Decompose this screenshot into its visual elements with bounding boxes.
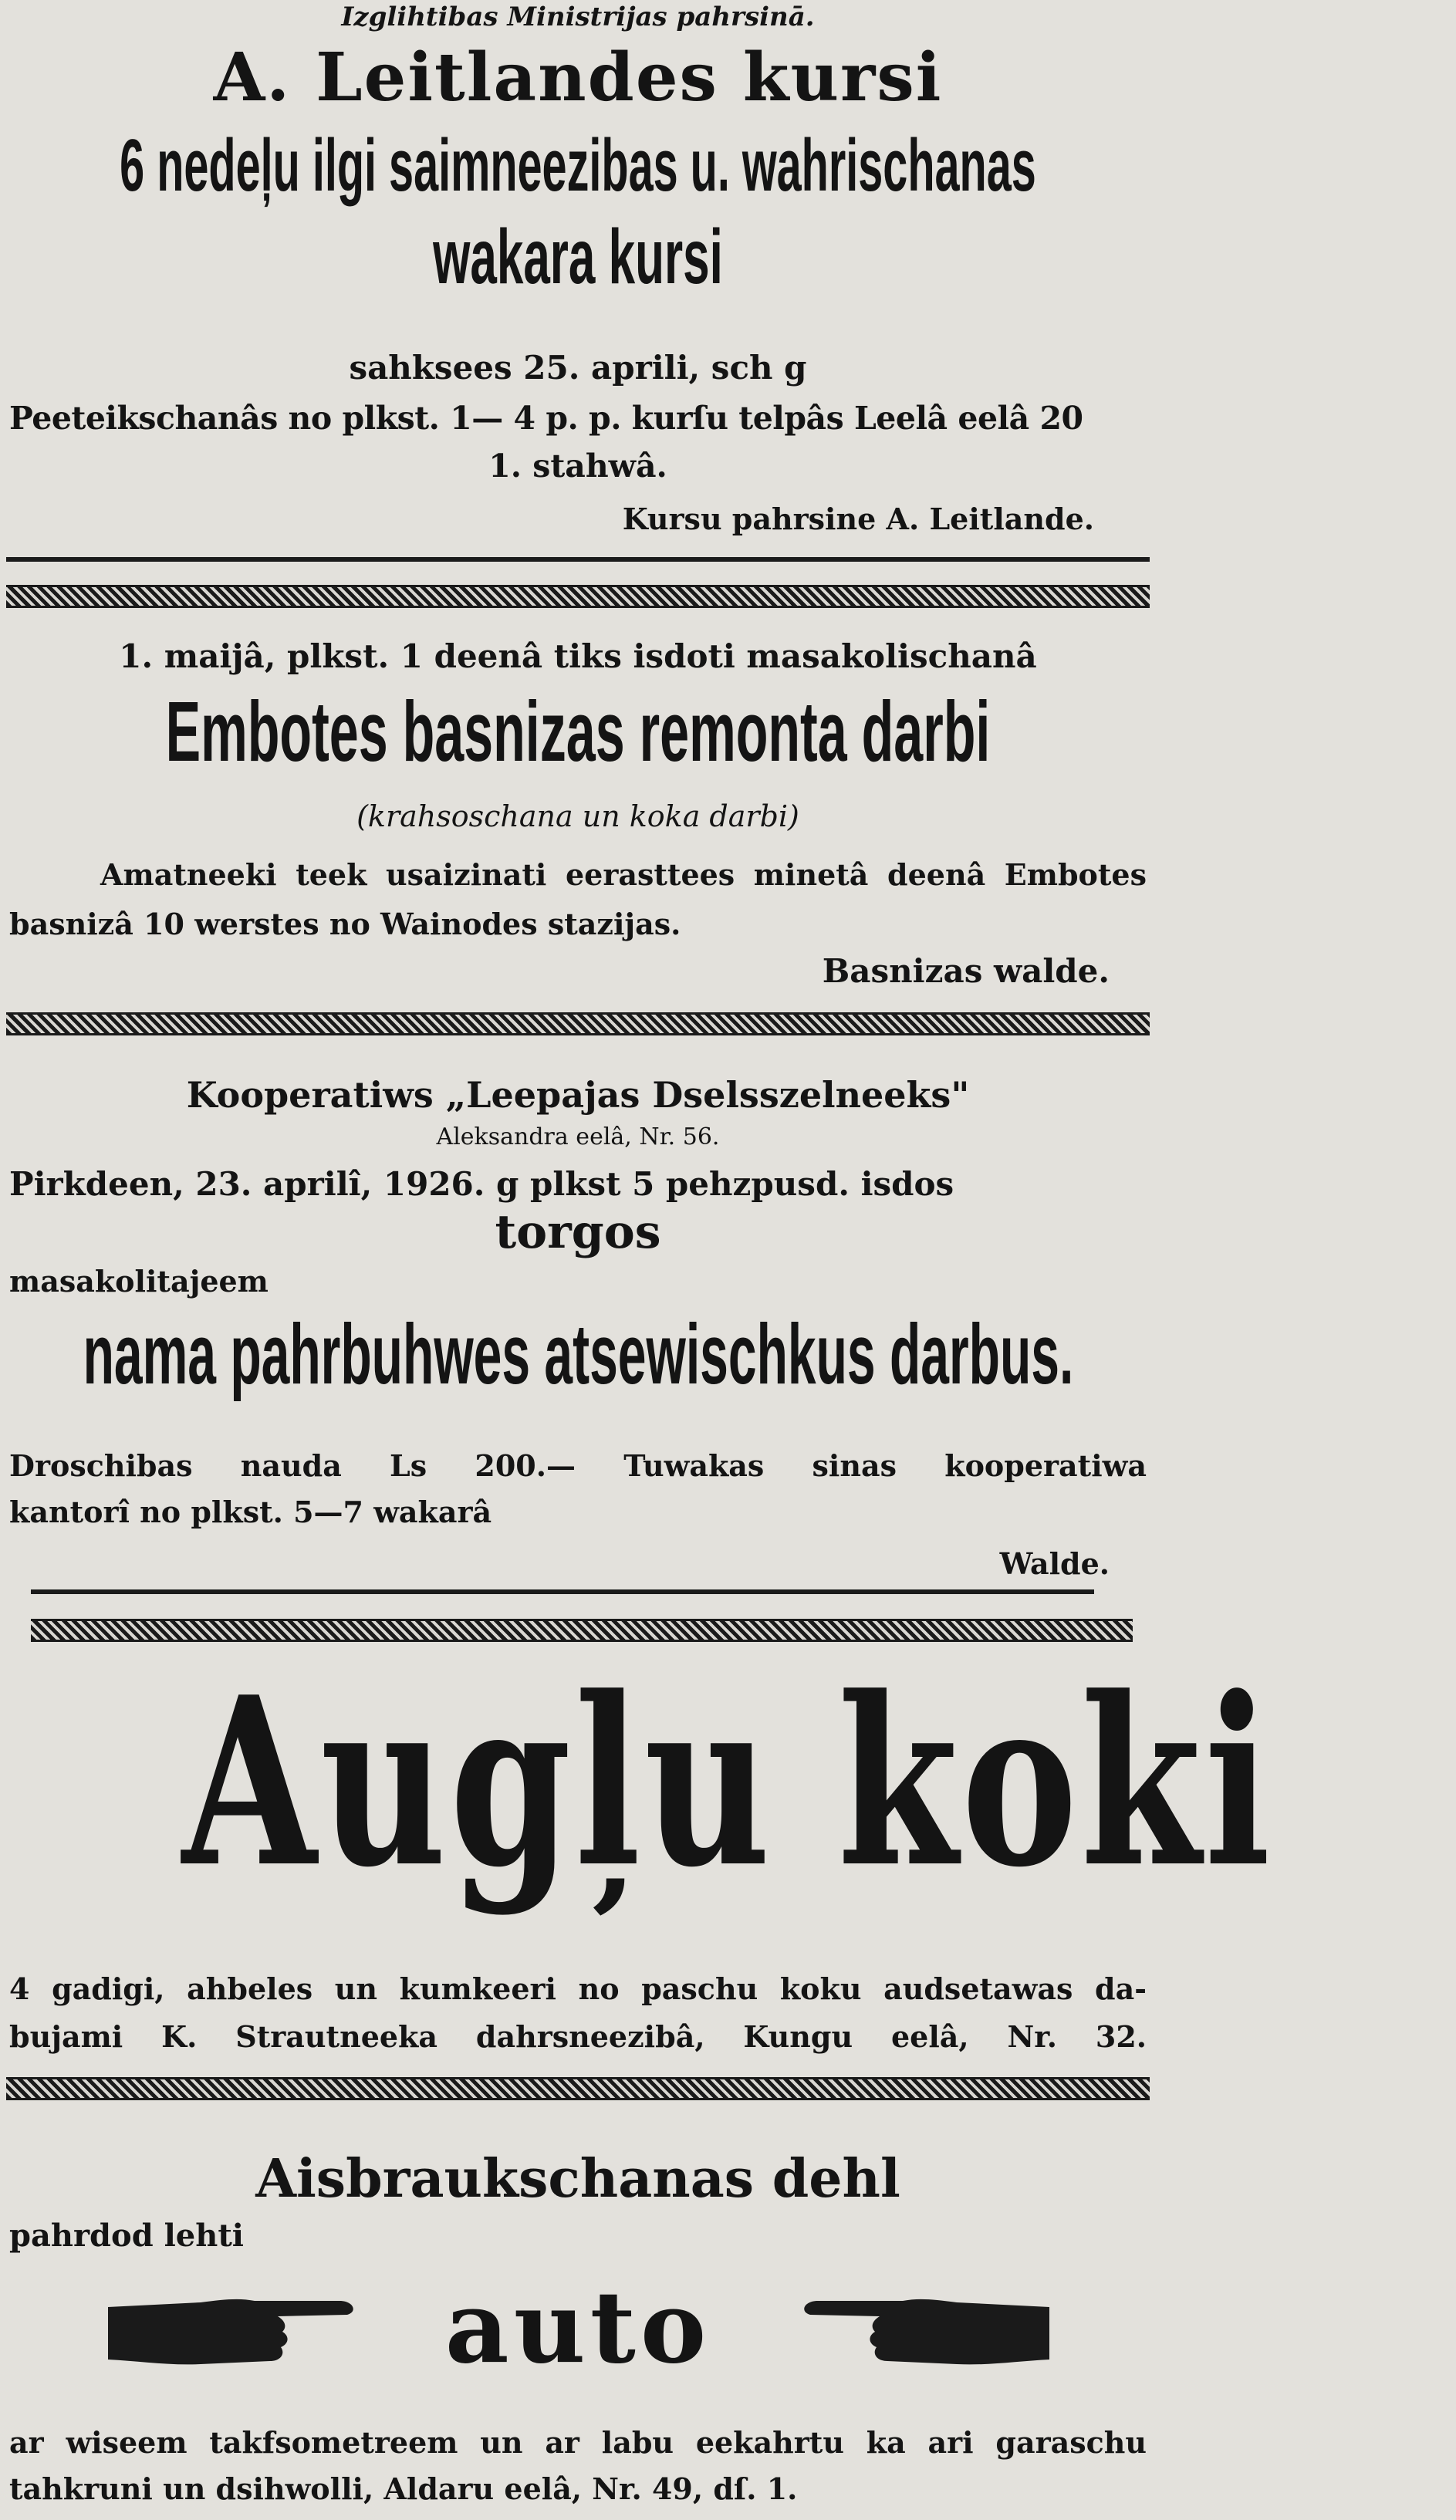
- apply-line: Peeteikschanâs no plkst. 1— 4 p. p. kurſu telpâs Leelâ eelâ 20: [9, 400, 1083, 437]
- torgos-heading: torgos: [495, 1205, 661, 1259]
- coop-name: Kooperatiws „Leepajas Dselsszelneeks": [186, 1074, 970, 1116]
- body-line: bujami K. Strautneeka dahrsneezibâ, Kungu eelâ, Nr. 32.: [9, 2019, 1147, 2054]
- coop-address: Aleksandra eelâ, Nr. 56.: [436, 1123, 720, 1150]
- body-line: tahkruni un dsihwolli, Aldaru eelâ, Nr. 49, dſ. 1.: [9, 2471, 798, 2506]
- body-line: ar wiseem takfsometreem un ar labu eekahrtu ka ari garaschu: [9, 2425, 1147, 2460]
- ad-title: A. Leitlandes kursi: [213, 39, 943, 117]
- divider: [31, 1589, 1094, 1594]
- pre-text: pahrdod lehti: [9, 2218, 244, 2254]
- auction-date: Pirkdeen, 23. aprilî, 1926. g plkst 5 pehzpusd. isdos: [9, 1165, 954, 1203]
- start-date: sahksees 25. aprili, sch g: [349, 349, 807, 387]
- signature: Basnizas walde.: [822, 952, 1110, 990]
- ad-title: nama pahrbuhwes atsewischkus darbus.: [83, 1307, 1074, 1402]
- ornamental-divider: [6, 1012, 1150, 1035]
- divider: [6, 557, 1150, 562]
- ad-title: Augļu koki: [181, 1646, 1275, 1918]
- ad-headline: Aisbraukschanas dehl: [255, 2148, 900, 2210]
- to-whom: masakolitajeem: [9, 1264, 269, 1299]
- ornamental-divider: [31, 1619, 1133, 1642]
- ad-title: auto: [444, 2270, 711, 2386]
- body-line: kantorî no plkst. 5—7 wakarâ: [9, 1495, 492, 1529]
- body-line: Amatneeki teek usaizinati eerasttees minetâ deenâ Embotes: [100, 857, 1147, 892]
- ad-subtitle: 6 nedeļu ilgi saimneezibas u. wahrischanas: [120, 124, 1036, 207]
- ministry-line: Izglihtibas Ministrijas pahrsinā.: [341, 2, 815, 32]
- apply-line-2: 1. stahwâ.: [488, 448, 667, 485]
- signature: Kursu pahrsine A. Leitlande.: [622, 502, 1094, 536]
- body-line: Droschibas nauda Ls 200.— Tuwakas sinas kooperatiwa: [9, 1448, 1147, 1483]
- body-line: 4 gadigi, ahbeles un kumkeeri no paschu koku audsetawas da-: [9, 1971, 1147, 2006]
- ad-lead: 1. maijâ, plkst. 1 deenâ tiks isdoti masakolischanâ: [119, 637, 1037, 675]
- ad-title: Embotes basnizas remonta darbi: [165, 684, 991, 779]
- ad-subtitle: (krahsoschana un koka darbi): [356, 799, 799, 833]
- pointing-hand-left-icon: [795, 2284, 1049, 2369]
- ornamental-divider: [6, 585, 1150, 608]
- body-line: basnizâ 10 werstes no Wainodes stazijas.: [9, 907, 681, 941]
- signature: Walde.: [999, 1546, 1110, 1581]
- ornamental-divider: [6, 2077, 1150, 2100]
- ad-subtitle-2: wakara kursi: [433, 214, 723, 300]
